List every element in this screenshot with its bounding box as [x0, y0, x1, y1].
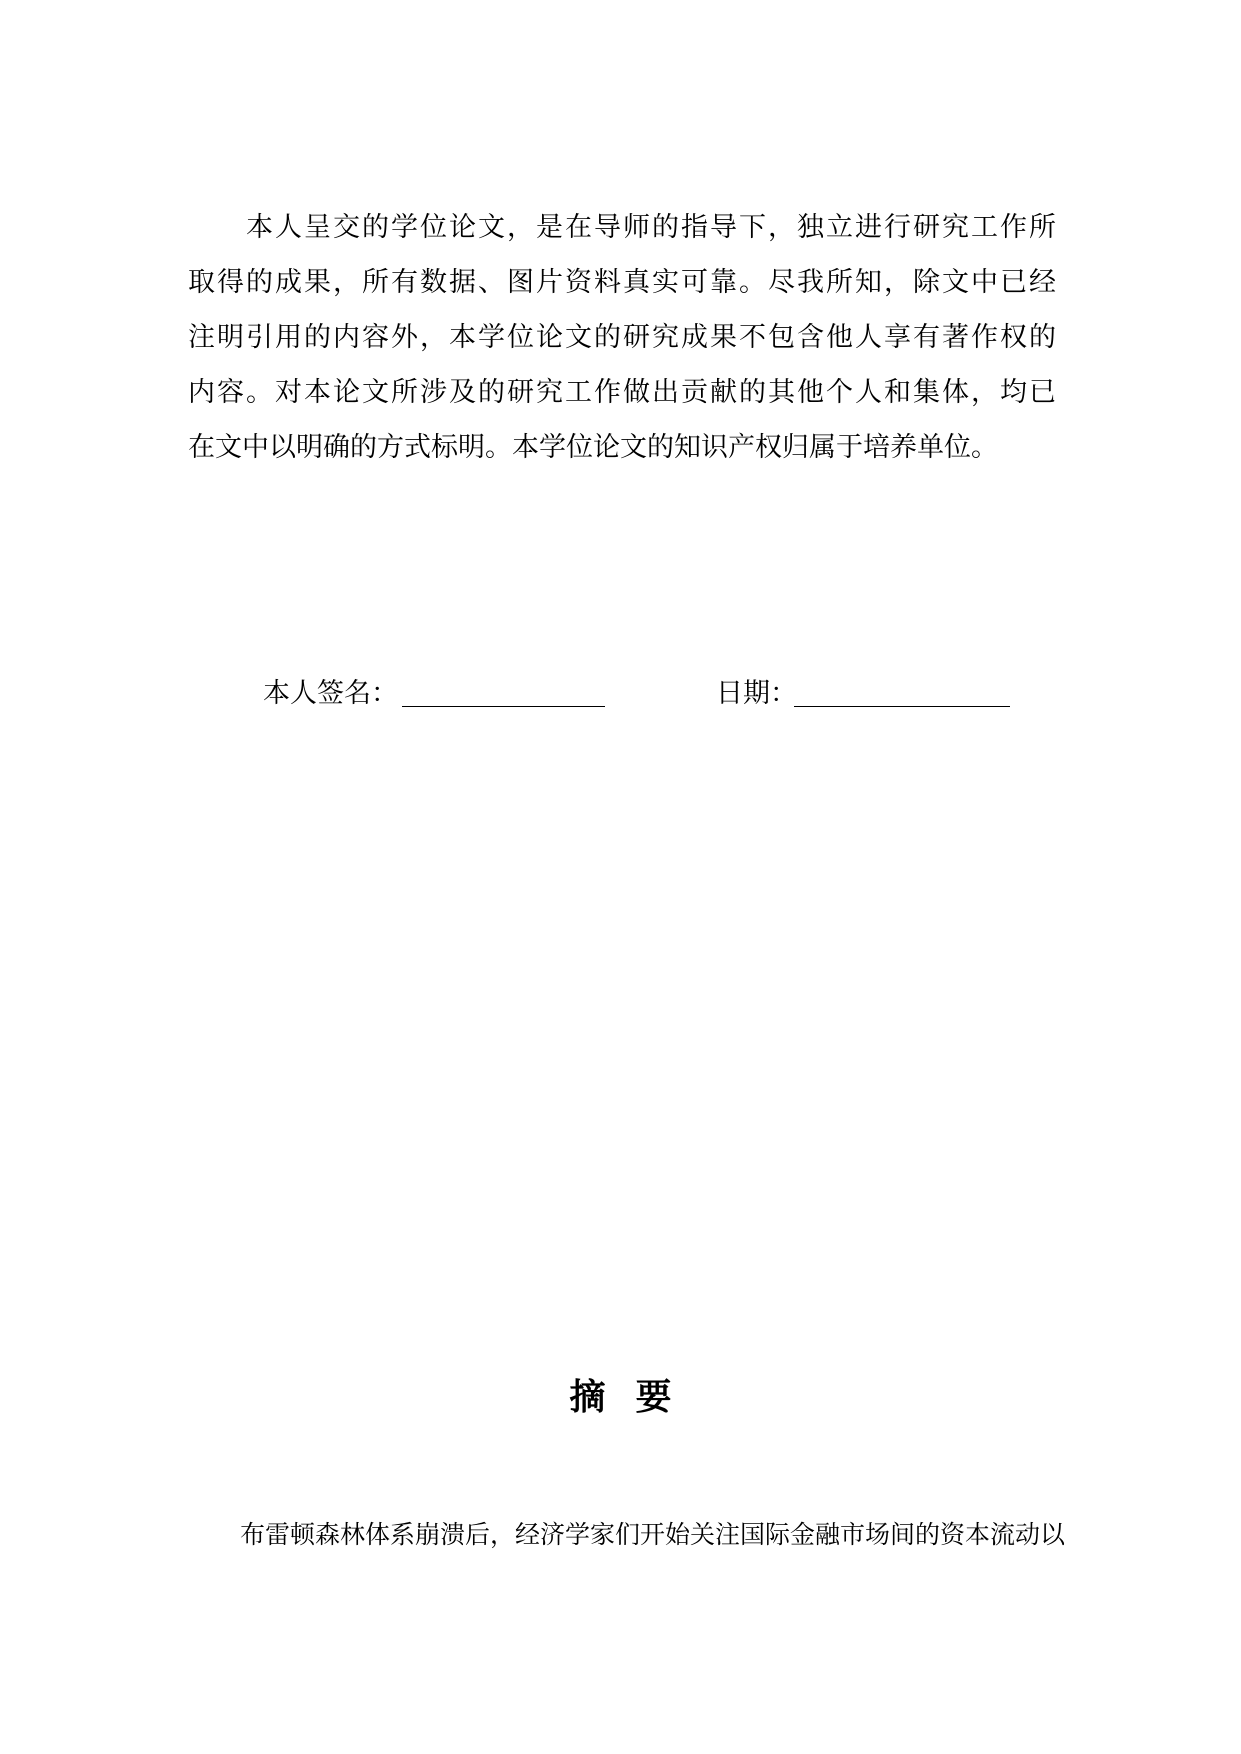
- abstract-heading: 摘要: [569, 1377, 702, 1418]
- signature-label: 本人签名：: [263, 678, 398, 709]
- declaration-line: 取得的成果，所有数据、图片资料真实可靠。尽我所知，除文中已经: [188, 267, 1056, 298]
- date-label: 日期：: [716, 678, 797, 709]
- abstract-paragraph: 布雷顿森林体系崩溃后，经济学家们开始关注国际金融市场间的资本流动以: [240, 1520, 1066, 1549]
- signature-blank-line: [402, 706, 605, 707]
- declaration-paragraph: [188, 200, 1056, 475]
- declaration-line: 在文中以明确的方式标明。本学位论文的知识产权归属于培养单位。: [188, 432, 998, 463]
- declaration-line: 本人呈交的学位论文，是在导师的指导下，独立进行研究工作所: [246, 212, 1056, 243]
- declaration-line: 内容。对本论文所涉及的研究工作做出贡献的其他个人和集体，均已: [188, 377, 1056, 408]
- date-blank-line: [794, 706, 1010, 707]
- declaration-line: 注明引用的内容外，本学位论文的研究成果不包含他人享有著作权的: [188, 322, 1056, 353]
